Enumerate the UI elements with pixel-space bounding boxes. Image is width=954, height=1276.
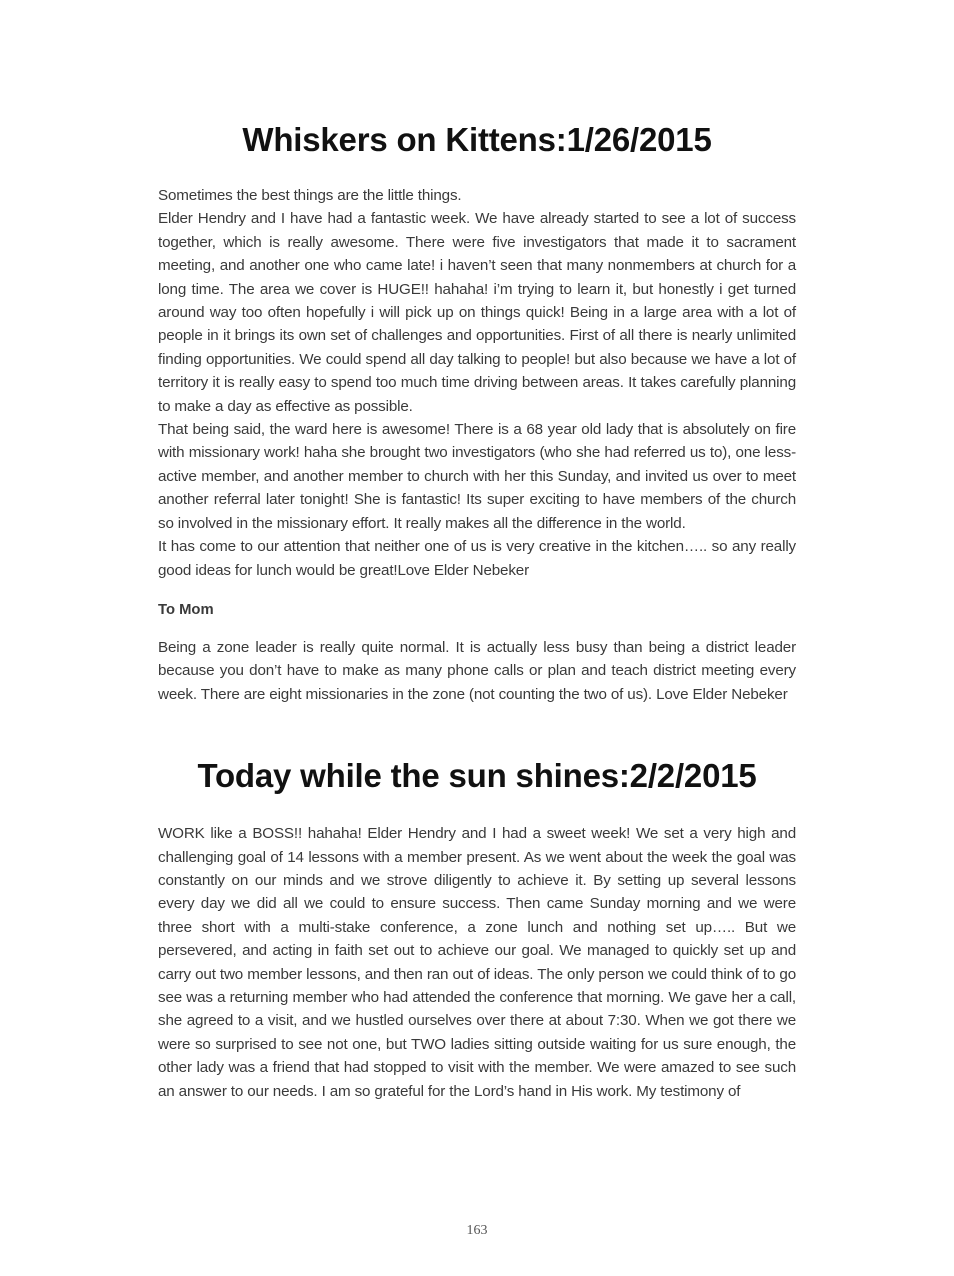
page-number: 163 [466,1223,488,1238]
post-title: Whiskers on Kittens:1/26/2015 [242,121,712,158]
post-whiskers-on-kittens [158,116,796,706]
body-paragraph: Sometimes the best things are the little things. [158,187,462,204]
body-paragraph: It has come to our attention that neither one of us is very creative in the kitchen….. so any really good ideas for lunch would be great!Love Elder Nebeker [158,538,796,579]
post-today-while-the-sun-shines [158,752,796,1103]
body-paragraph: Elder Hendry and I have had a fantastic week. We have already started to see a lot of success together, which is really awesome. There were five investigators that made it to sacrament meeting, and another one who came late! i haven’t seen that many nonmembers at church for a long time. The area we cover is HUGE!! hahaha! i’m trying to learn it, but honestly i get turned around way too often hopefully i will pick up on things quick! Being in a large area with a lot of people in it brings its own set of challenges and opportunities. First of all there is nearly unlimited finding opportunities. We could spend all day talking to people! but also because we have a lot of territory it is really easy to spend too much time driving between areas. It takes carefully planning to make a day as effective as possible. [158,210,796,415]
body-paragraph: WORK like a BOSS!! hahaha! Elder Hendry and I had a sweet week! We set a very high and challenging goal of 14 lessons with a member present. As we went about the week the goal was constantly on our minds and we strove diligently to achieve it. By setting up several lessons every day we did all we could to ensure success. Then came Sunday morning and we were three short with a multi-stake conference, a zone lunch and nothing set up….. But we persevered, and acting in faith set out to achieve our goal. We managed to quickly set up and carry out two member lessons, and then ran out of ideas. The only person we could think of to go see was a returning member who had attended the conference that morning. We gave her a call, she agreed to a visit, and we hustled ourselves over there at about 7:30. When we got there we were so surprised to see not one, but TWO ladies sitting outside waiting for us sure enough, the other lady was a friend that had stopped to visit with the member. We were amazed to see such an answer to our needs. I am so grateful for the Lord’s hand in His work. My testimony of [158,825,796,1100]
body-paragraph: Being a zone leader is really quite normal. It is actually less busy than being a district leader because you don’t have to make as many phone calls or plan and teach district meeting every week. There are eight missionaries in the zone (not counting the two of us). Love Elder Nebeker [158,638,796,703]
section-subheading: To Mom [158,601,214,618]
page-content [158,116,796,1103]
body-paragraph: That being said, the ward here is awesome! There is a 68 year old lady that is absolutely on fire with missionary work! haha she brought two investigators (who she had referred us to), one less-active member, and another member to church with her this Sunday, and invited us over to meet another referral later tonight! She is fantastic! Its super exciting to have members of the church so involved in the missionary effort. It really makes all the difference in the world. [158,421,796,532]
post-title: Today while the sun shines:2/2/2015 [197,757,757,795]
